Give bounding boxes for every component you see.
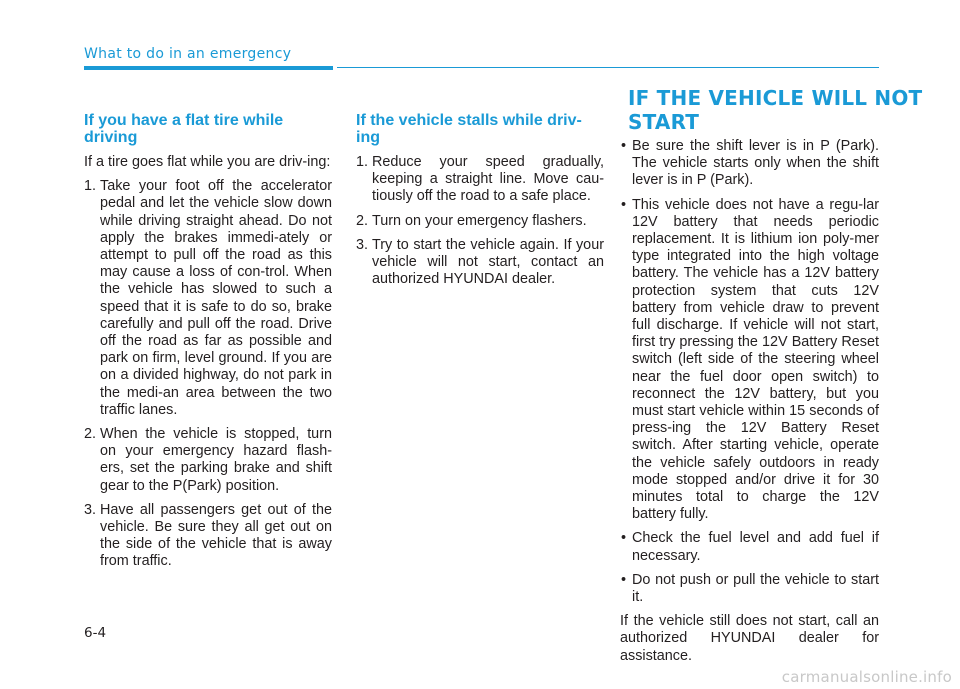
bullet-item <box>620 572 879 606</box>
bullet-item <box>620 138 879 190</box>
bullet-item <box>620 530 879 564</box>
flat-tire-step-1 <box>84 178 332 419</box>
stalls-section <box>356 112 604 295</box>
step-number: 2. <box>356 212 369 229</box>
bullet-text: Be sure the shift lever is in P (Park). The vehicle starts only when the shift lever is in P (Park). <box>632 138 879 189</box>
bullet-text: This vehicle does not have a regu-lar 12V battery that needs periodic replacement. It is lithium ion poly-mer type integrated into the high voltage battery. The vehicle has a 12V battery protection system that cuts 12V battery from vehicle draw to prevent full discharge. If vehicle will not start, first try pressing the 12V Battery Reset switch (left side of the steering wheel near the fuel door open switch) to reconnect the 12V battery, but you must start vehicle within 15 seconds of press-ing the 12V Battery Reset switch. After starting vehicle, operate the vehicle safely outdoors in ready mode stopped and/or drive it for 30 minutes total to charge the 12V battery fully. <box>632 196 879 523</box>
bullet-marker: • <box>621 196 627 213</box>
stalls-steps <box>356 154 604 288</box>
stalls-step-2 <box>356 213 604 230</box>
flat-tire-heading: If you have a flat tire while driving <box>84 112 284 146</box>
step-text: Reduce your speed gradually, keeping a straight line. Move cau-tiously off the road to a safe place. <box>372 154 604 205</box>
watermark-link[interactable]: carmanualsonline.info <box>781 668 952 686</box>
bullet-marker: • <box>621 138 627 154</box>
page-number: 6-4 <box>84 625 107 641</box>
header-rule-thick <box>84 66 333 70</box>
will-not-start-bullets <box>620 138 879 606</box>
flat-tire-intro: If a tire goes flat while you are driv-ing: <box>84 154 331 170</box>
step-text: When the vehicle is stopped, turn on your emergency hazard flash-ers, set the parking brake and shift gear to the P(Park) position. <box>100 426 332 494</box>
bullet-item <box>620 197 879 524</box>
bullet-marker: • <box>621 571 627 588</box>
closing-paragraph: If the vehicle still does not start, call an authorized HYUNDAI dealer for assistance. <box>620 613 879 664</box>
stalls-step-3 <box>356 237 604 289</box>
step-number: 1. <box>356 154 369 170</box>
will-not-start-heading: IF THE VEHICLE WILL NOT START <box>628 86 923 134</box>
flat-tire-step-2 <box>84 426 332 495</box>
step-number: 2. <box>84 426 97 443</box>
stalls-step-1 <box>356 154 604 206</box>
step-number: 3. <box>84 501 97 518</box>
step-text: Try to start the vehicle again. If your vehicle will not start, contact an authorized HYUNDAI dealer. <box>372 236 604 288</box>
step-number: 1. <box>84 178 97 195</box>
step-number: 3. <box>356 236 369 253</box>
will-not-start-section <box>620 138 879 672</box>
step-text: Turn on your emergency flashers. <box>372 212 587 229</box>
section-title: What to do in an emergency <box>84 46 292 62</box>
flat-tire-step-3 <box>84 502 332 571</box>
flat-tire-steps <box>84 178 332 570</box>
bullet-text: Check the fuel level and add fuel if necessary. <box>632 530 879 564</box>
stalls-heading: If the vehicle stalls while driv-ing <box>356 112 582 146</box>
step-text: Have all passengers get out of the vehicle. Be sure they all get out on the side of the vehicle that is away from traffic. <box>100 501 332 570</box>
flat-tire-section <box>84 112 332 578</box>
step-text: Take your foot off the accelerator pedal and let the vehicle slow down while driving straight ahead. Do not apply the brakes immedi-ately or attempt to pull off the road as this may cause a loss of con-trol. When the vehicle has slowed to such a speed that it is safe to do so, brake carefully and pull off the road. Drive off the road as far as possible and park on firm, level ground. If you are on a divided highway, do not park in the medi-an area between the two traffic lanes. <box>100 178 332 418</box>
header-rule-thin <box>337 67 879 68</box>
bullet-text: Do not push or pull the vehicle to start it. <box>632 571 879 606</box>
bullet-marker: • <box>621 530 627 547</box>
